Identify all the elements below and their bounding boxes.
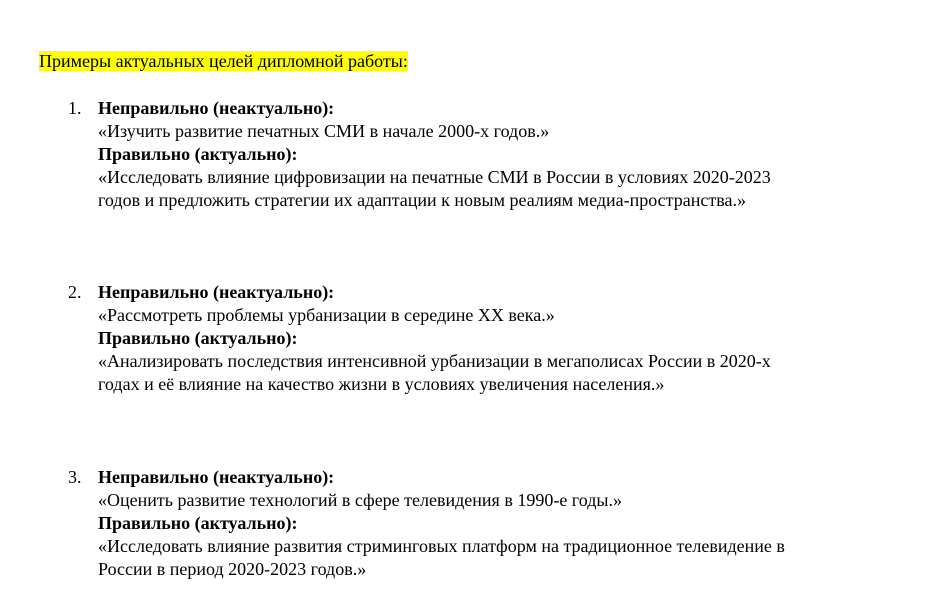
page-heading	[38, 50, 409, 73]
item-number: 1.	[68, 98, 82, 118]
list-item	[68, 466, 898, 581]
right-example-text-line-1: «Анализировать последствия интенсивной урбанизации в мегаполисах России в 2020-х	[98, 351, 771, 371]
right-example-text-line-2: России в период 2020-2023 годов.»	[98, 559, 367, 579]
right-example-text-line-1: «Исследовать влияние цифровизации на печатные СМИ в России в условиях 2020-2023	[98, 167, 771, 187]
list-item	[68, 97, 898, 212]
right-example-text-line-1: «Исследовать влияние развития стриминговых платформ на традиционное телевидение в	[98, 536, 785, 556]
wrong-example-text: «Рассмотреть проблемы урбанизации в середине XX века.»	[98, 305, 555, 325]
right-label: Правильно (актуально):	[98, 513, 298, 533]
item-number: 3.	[68, 467, 82, 487]
right-label: Правильно (актуально):	[98, 328, 298, 348]
wrong-label: Неправильно (неактуально):	[98, 467, 335, 487]
right-label: Правильно (актуально):	[98, 144, 298, 164]
highlighted-heading-text: Примеры актуальных целей дипломной работы:	[39, 51, 408, 71]
wrong-example-text: «Изучить развитие печатных СМИ в начале 2000-х годов.»	[98, 121, 550, 141]
list-item	[68, 281, 898, 396]
wrong-label: Неправильно (неактуально):	[98, 98, 335, 118]
wrong-label: Неправильно (неактуально):	[98, 282, 335, 302]
right-example-text-line-2: годах и её влияние на качество жизни в условиях увеличения населения.»	[98, 374, 665, 394]
wrong-example-text: «Оценить развитие технологий в сфере телевидения в 1990-е годы.»	[98, 490, 622, 510]
item-number: 2.	[68, 282, 82, 302]
right-example-text-line-2: годов и предложить стратегии их адаптации к новым реалиям медиа-пространства.»	[98, 190, 746, 210]
